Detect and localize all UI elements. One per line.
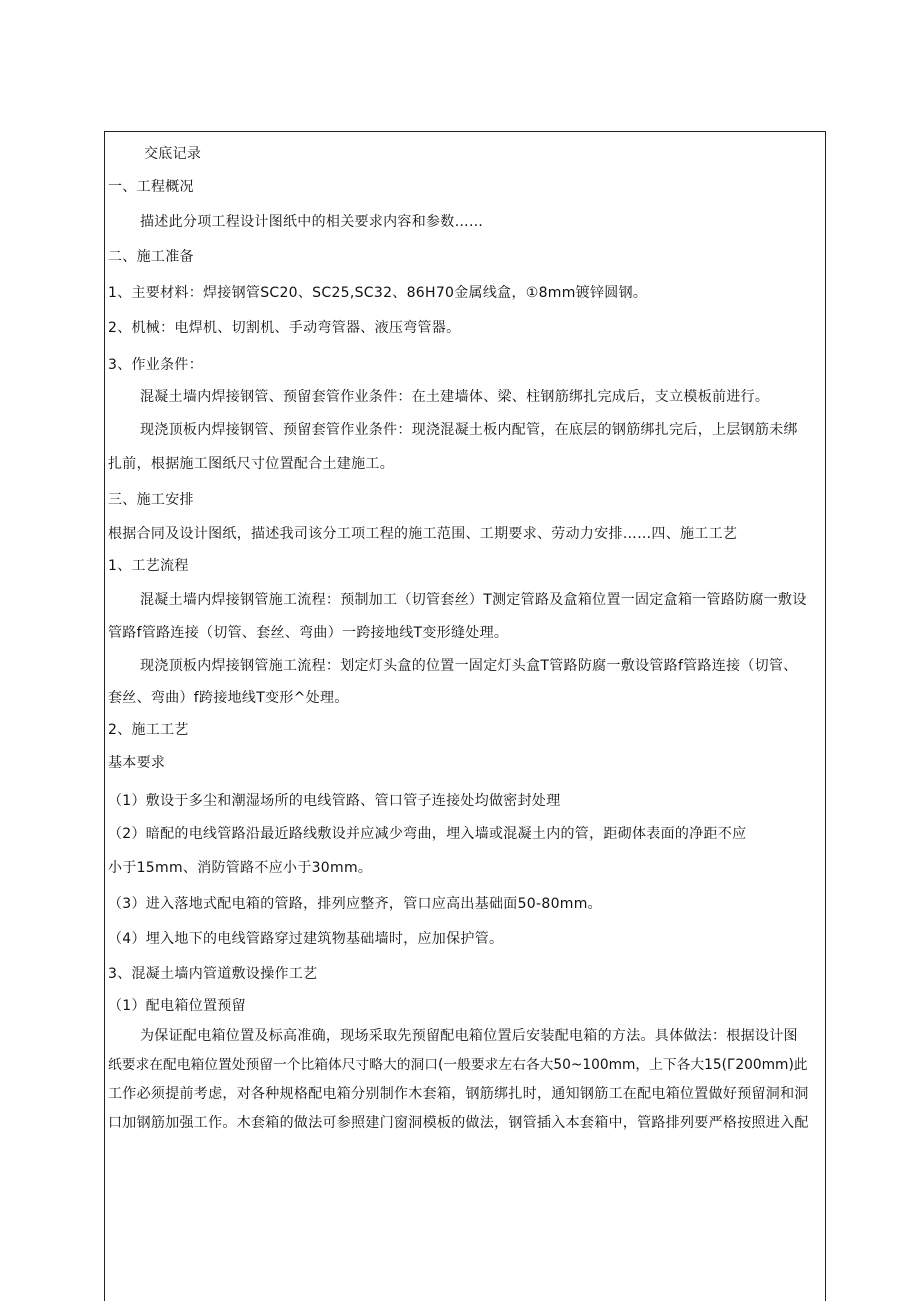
heading-construction-process: 2、施工工艺 <box>108 722 189 738</box>
list-item: （3）进入落地式配电箱的管路，排列应整齐，管口应高出基础面50-80mm。 <box>108 896 602 912</box>
paragraph: 为保证配电箱位置及标高准确，现场采取先预留配电箱位置后安装配电箱的方法。具体做法：根据设计图 <box>140 1028 798 1044</box>
heading-project-overview: 一、工程概况 <box>108 179 194 195</box>
list-item: 小于15mm、消防管路不应小于30mm。 <box>108 860 373 876</box>
paragraph: 管路f管路连接（切管、套丝、弯曲）一跨接地线T变形缝处理。 <box>108 625 509 641</box>
heading-process-flow: 1、工艺流程 <box>108 558 189 574</box>
paragraph: 现浇顶板内焊接钢管施工流程：划定灯头盒的位置一固定灯头盒T管路防腐一敷设管路f管路连接（切管、 <box>140 658 798 674</box>
paragraph: 2、机械：电焊机、切割机、手动弯管器、液压弯管器。 <box>108 320 461 336</box>
paragraph: 混凝土墙内焊接钢管、预留套管作业条件：在土建墙体、梁、柱钢筋绑扎完成后，支立模板前进行。 <box>140 389 770 405</box>
list-item: （4）埋入地下的电线管路穿过建筑物基础墙时，应加保护管。 <box>108 931 504 947</box>
paragraph: 3、作业条件： <box>108 357 204 373</box>
list-item: （1）敷设于多尘和潮湿场所的电线管路、管口管子连接处均做密封处理 <box>108 793 561 809</box>
paragraph: 根据合同及设计图纸，描述我司该分工项工程的施工范围、工期要求、劳动力安排……四、施工工艺 <box>108 526 738 542</box>
paragraph: 现浇顶板内焊接钢管、预留套管作业条件：现浇混凝土板内配管，在底层的钢筋绑扎完后，上层钢筋未绑 <box>140 422 798 438</box>
heading-arrangement: 三、施工安排 <box>108 492 194 508</box>
heading-preparation: 二、施工准备 <box>108 249 194 265</box>
paragraph: 纸要求在配电箱位置处预留一个比箱体尺寸略大的洞口(一般要求左右各大50~100mm，上下各大15(Г200mm)此 <box>108 1057 808 1073</box>
paragraph: 混凝土墙内焊接钢管施工流程：预制加工（切管套丝）T测定管路及盒箱位置一固定盒箱一管路防腐一敷设 <box>140 592 807 608</box>
paragraph: 描述此分项工程设计图纸中的相关要求内容和参数…… <box>140 214 484 230</box>
list-item: （1）配电箱位置预留 <box>108 998 246 1014</box>
paragraph: 口加钢筋加强工作。木套箱的做法可参照建门窗洞模板的做法，钢管插入本套箱中，管路排列要严格按照进入配 <box>108 1115 809 1131</box>
record-title: 交底记录 <box>144 146 202 162</box>
paragraph: 扎前，根据施工图纸尺寸位置配合土建施工。 <box>108 456 394 472</box>
paragraph: 套丝、弯曲）f跨接地线T变形^处理。 <box>108 690 349 706</box>
heading-wall-conduit: 3、混凝土墙内管道敷设操作工艺 <box>108 966 318 982</box>
heading-basic-requirements: 基本要求 <box>108 755 166 771</box>
paragraph: 1、主要材料：焊接钢管SC20、SC25,SC32、86H70金属线盒，①8mm镀锌圆钢。 <box>108 285 648 301</box>
paragraph: 工作必须提前考虑，对各种规格配电箱分别制作木套箱，钢筋绑扎时，通知钢筋工在配电箱位置做好预留洞和洞 <box>108 1086 809 1102</box>
list-item: （2）暗配的电线管路沿最近路线敷设并应减少弯曲，埋入墙或混凝土内的管，距砌体表面的净距不应 <box>108 826 747 842</box>
